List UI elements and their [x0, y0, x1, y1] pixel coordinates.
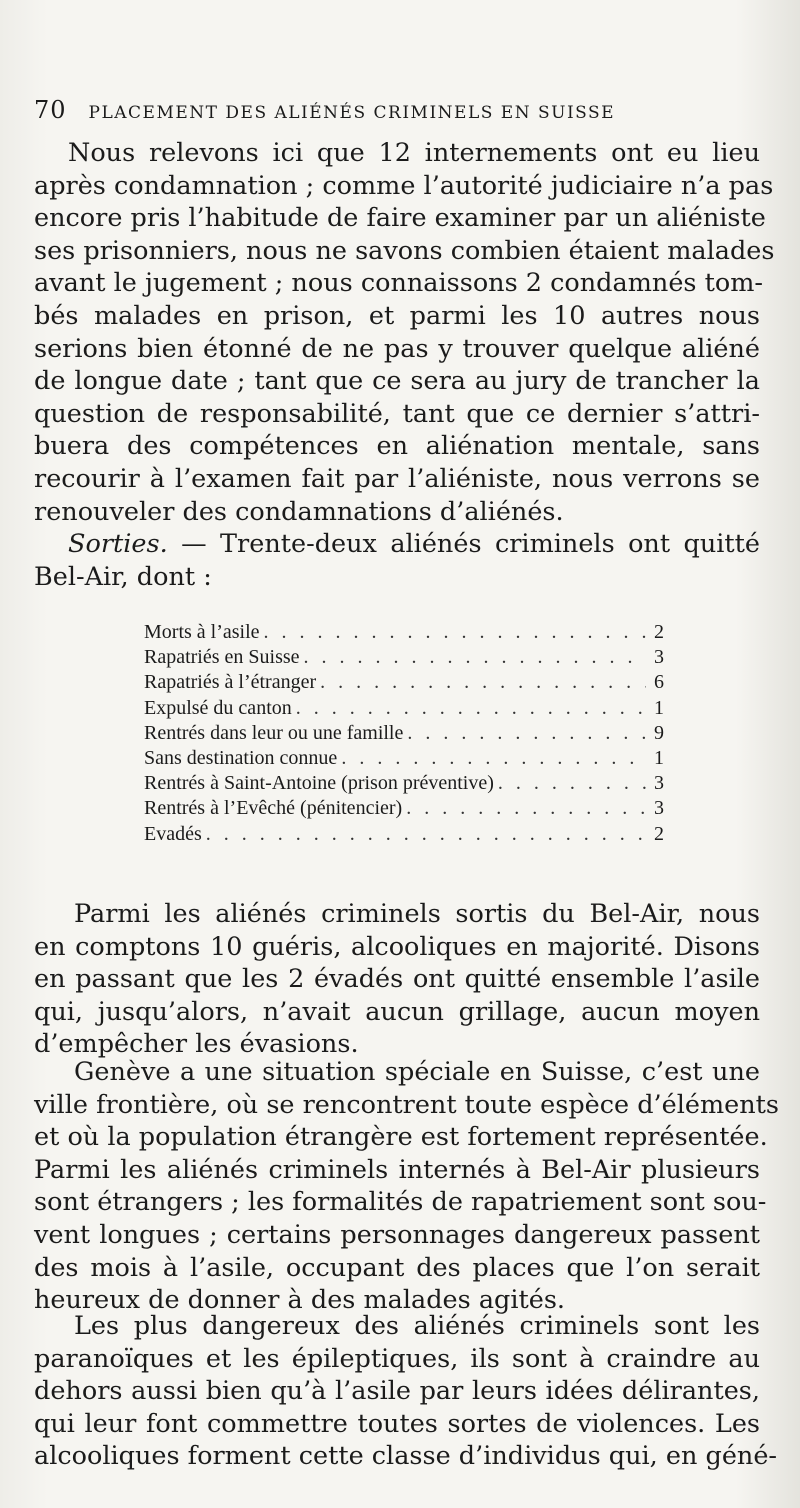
text-line: ses prisonniers, nous ne savons combien étaient malades — [34, 235, 775, 266]
table-row — [144, 771, 664, 796]
dot-leader — [406, 796, 646, 821]
text-line: Les plus dangereux des aliénés criminels sont les — [74, 1311, 760, 1341]
text-line: Bel-Air, dont : — [34, 561, 212, 592]
dot-leader — [498, 771, 646, 796]
paragraph-dangereux — [34, 1310, 778, 1473]
row-label: Rentrés à l’Evêché (pénitencier) — [144, 797, 403, 820]
text-line: Parmi les aliénés criminels internés à Bel-Air plusieurs — [34, 1154, 760, 1185]
table-row — [144, 645, 664, 670]
table-row — [144, 796, 664, 821]
paragraph-internements — [34, 137, 775, 528]
row-value: 2 — [654, 822, 664, 845]
running-title: PLACEMENT DES ALIÉNÉS CRIMINELS EN SUISSE — [88, 103, 616, 123]
page-header — [34, 96, 684, 124]
text-line: heureux de donner à des malades agités. — [34, 1285, 566, 1316]
table-row — [144, 696, 664, 721]
sorties-table — [144, 620, 664, 847]
table-row — [144, 620, 664, 645]
paragraph-guerisons — [34, 898, 760, 1061]
text-line: encore pris l’habitude de faire examiner par un aliéniste — [34, 203, 766, 234]
row-label: Evadés — [144, 822, 202, 845]
dot-leader — [206, 822, 646, 847]
dot-leader — [320, 670, 646, 695]
text-line: bés malades en prison, et parmi les 10 autres nous — [34, 300, 760, 331]
dot-leader — [304, 645, 646, 670]
page-number: 70 — [34, 96, 67, 124]
row-value: 9 — [654, 721, 664, 744]
text-line: en comptons 10 guéris, alcooliques en majorité. Disons — [34, 931, 760, 962]
row-value: 3 — [654, 797, 664, 820]
paragraph-geneve — [34, 1056, 780, 1317]
text-line: qui, jusqu’alors, n’avait aucun grillage, aucun moyen — [34, 996, 760, 1027]
paragraph-sorties — [34, 528, 760, 593]
table-row — [144, 822, 664, 847]
text-line: serions bien étonné de ne pas y trouver quelque aliéné — [34, 333, 760, 364]
row-value: 1 — [654, 696, 664, 719]
text-line: Parmi les aliénés criminels sortis du Bel-Air, nous — [74, 899, 760, 929]
text-line — [34, 528, 760, 561]
text-line: recourir à l’examen fait par l’aliéniste, nous verrons se — [34, 463, 760, 494]
text-line: buera des compétences en aliénation mentale, sans — [34, 431, 760, 462]
row-label: Rentrés à Saint-Antoine (prison préventive) — [144, 772, 494, 795]
table-row — [144, 746, 664, 771]
text-line: des mois à l’asile, occupant des places que l’on serait — [34, 1252, 760, 1283]
row-label: Expulsé du canton — [144, 696, 292, 719]
text-line: sont étrangers ; les formalités de rapatriement sont sou- — [34, 1187, 767, 1218]
row-value: 3 — [654, 772, 664, 795]
text-line: vent longues ; certains personnages dangereux passent — [34, 1219, 760, 1250]
text-line: renouveler des condamnations d’aliénés. — [34, 496, 564, 527]
text-line: en passant que les 2 évadés ont quitté ensemble l’asile — [34, 964, 760, 995]
dot-leader — [341, 746, 646, 771]
text-line: qui leur font commettre toutes sortes de violences. Les — [34, 1408, 760, 1439]
text-line: paranoïques et les épileptiques, ils sont à craindre au — [34, 1343, 760, 1374]
text-line: et où la population étrangère est fortement représentée. — [34, 1122, 768, 1153]
text-line: question de responsabilité, tant que ce dernier s’attri- — [34, 398, 760, 429]
row-label: Rapatriés en Suisse — [144, 646, 300, 669]
row-value: 1 — [654, 747, 664, 770]
row-label: Rapatriés à l’étranger — [144, 671, 317, 694]
row-label: Rentrés dans leur ou une famille — [144, 721, 404, 744]
text-line: après condamnation ; comme l’autorité judiciaire n’a pas — [34, 170, 774, 201]
row-label: Sans destination connue — [144, 747, 338, 770]
text-line: dehors aussi bien qu’à l’asile par leurs idées délirantes, — [34, 1376, 760, 1407]
text-line: de longue date ; tant que ce sera au jury de trancher la — [34, 366, 760, 397]
row-value: 3 — [654, 646, 664, 669]
text-line: Nous relevons ici que 12 internements ont eu lieu — [68, 138, 760, 168]
sorties-line-rest: — Trente-deux aliénés criminels ont quitté — [167, 529, 760, 559]
text-line: alcooliques forment cette classe d’individus qui, en géné- — [34, 1441, 778, 1472]
row-value: 2 — [654, 621, 664, 643]
text-line: avant le jugement ; nous connaissons 2 condamnés tom- — [34, 268, 763, 299]
text-line: ville frontière, où se rencontrent toute espèce d’éléments — [34, 1089, 780, 1120]
row-value: 6 — [654, 671, 664, 694]
row-label: Morts à l’asile — [144, 621, 260, 643]
dot-leader — [296, 696, 646, 721]
text-line: d’empêcher les évasions. — [34, 1029, 359, 1060]
table-row — [144, 670, 664, 695]
dot-leader — [407, 721, 646, 746]
sorties-heading: Sorties. — [68, 529, 168, 559]
text-line: Genève a une situation spéciale en Suisse, c’est une — [74, 1057, 760, 1087]
table-row — [144, 721, 664, 746]
dot-leader — [264, 620, 646, 645]
